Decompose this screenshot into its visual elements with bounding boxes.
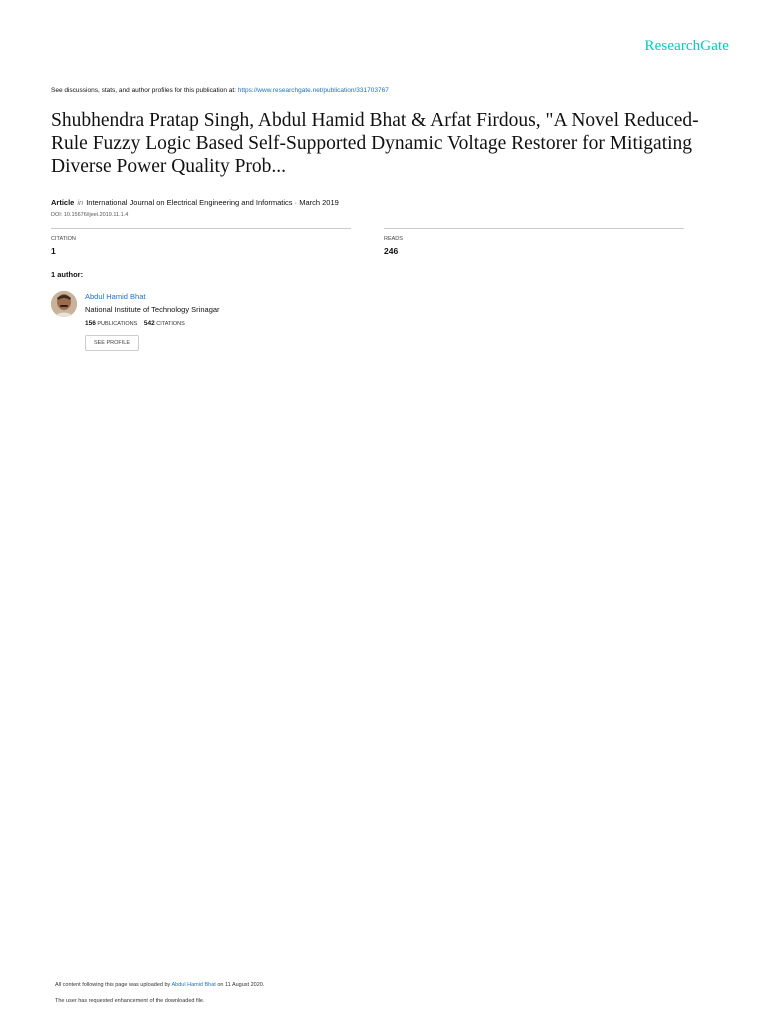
citations-count: 542: [143, 320, 155, 327]
publication-link[interactable]: https://www.researchgate.net/publication/331703767: [237, 87, 389, 94]
meta-in-word: in: [77, 198, 84, 207]
author-avatar[interactable]: [51, 291, 77, 317]
author-institution: National Institute of Technology Srinagar: [85, 305, 220, 314]
upload-notice: [55, 982, 264, 988]
publication-type: Article: [51, 198, 75, 207]
author-stats: [85, 320, 185, 327]
intro-line: [51, 87, 389, 94]
avatar-photo-icon: [51, 291, 77, 317]
upload-suffix: on 11 August 2020.: [215, 982, 265, 988]
citation-value: 1: [51, 246, 56, 256]
uploader-link[interactable]: Abdul Hamid Bhat: [171, 982, 216, 988]
citations-label: CITATIONS: [156, 321, 185, 327]
doi: DOI: 10.15676/ijeei.2019.11.1.4: [51, 212, 129, 218]
reads-stat: [384, 228, 684, 256]
enhancement-note: The user has requested enhancement of the downloaded file.: [55, 998, 205, 1004]
publications-count: 156: [85, 320, 96, 327]
reads-value: 246: [384, 246, 399, 256]
publication-meta: [51, 198, 339, 207]
intro-text: See discussions, stats, and author profiles for this publication at:: [51, 87, 238, 94]
researchgate-logo[interactable]: ResearchGate: [644, 38, 729, 54]
author-name-link[interactable]: Abdul Hamid Bhat: [85, 292, 146, 301]
reads-label: READS: [384, 236, 403, 242]
upload-prefix: All content following this page was uploaded by: [55, 982, 172, 988]
citation-stat: [51, 228, 351, 256]
see-profile-button[interactable]: SEE PROFILE: [85, 335, 139, 351]
citation-label: CITATION: [51, 236, 76, 242]
publication-title: Shubhendra Pratap Singh, Abdul Hamid Bhat & Arfat Firdous, "A Novel Reduced-Rule Fuzzy Logic Based Self-Supported Dynamic Voltage Restorer for Mitigating Diverse Power Quality Prob...: [51, 110, 699, 177]
publications-label: PUBLICATIONS: [97, 321, 138, 327]
authors-heading: 1 author:: [51, 270, 84, 279]
journal-info: International Journal on Electrical Engineering and Informatics · March 2019: [86, 198, 339, 207]
